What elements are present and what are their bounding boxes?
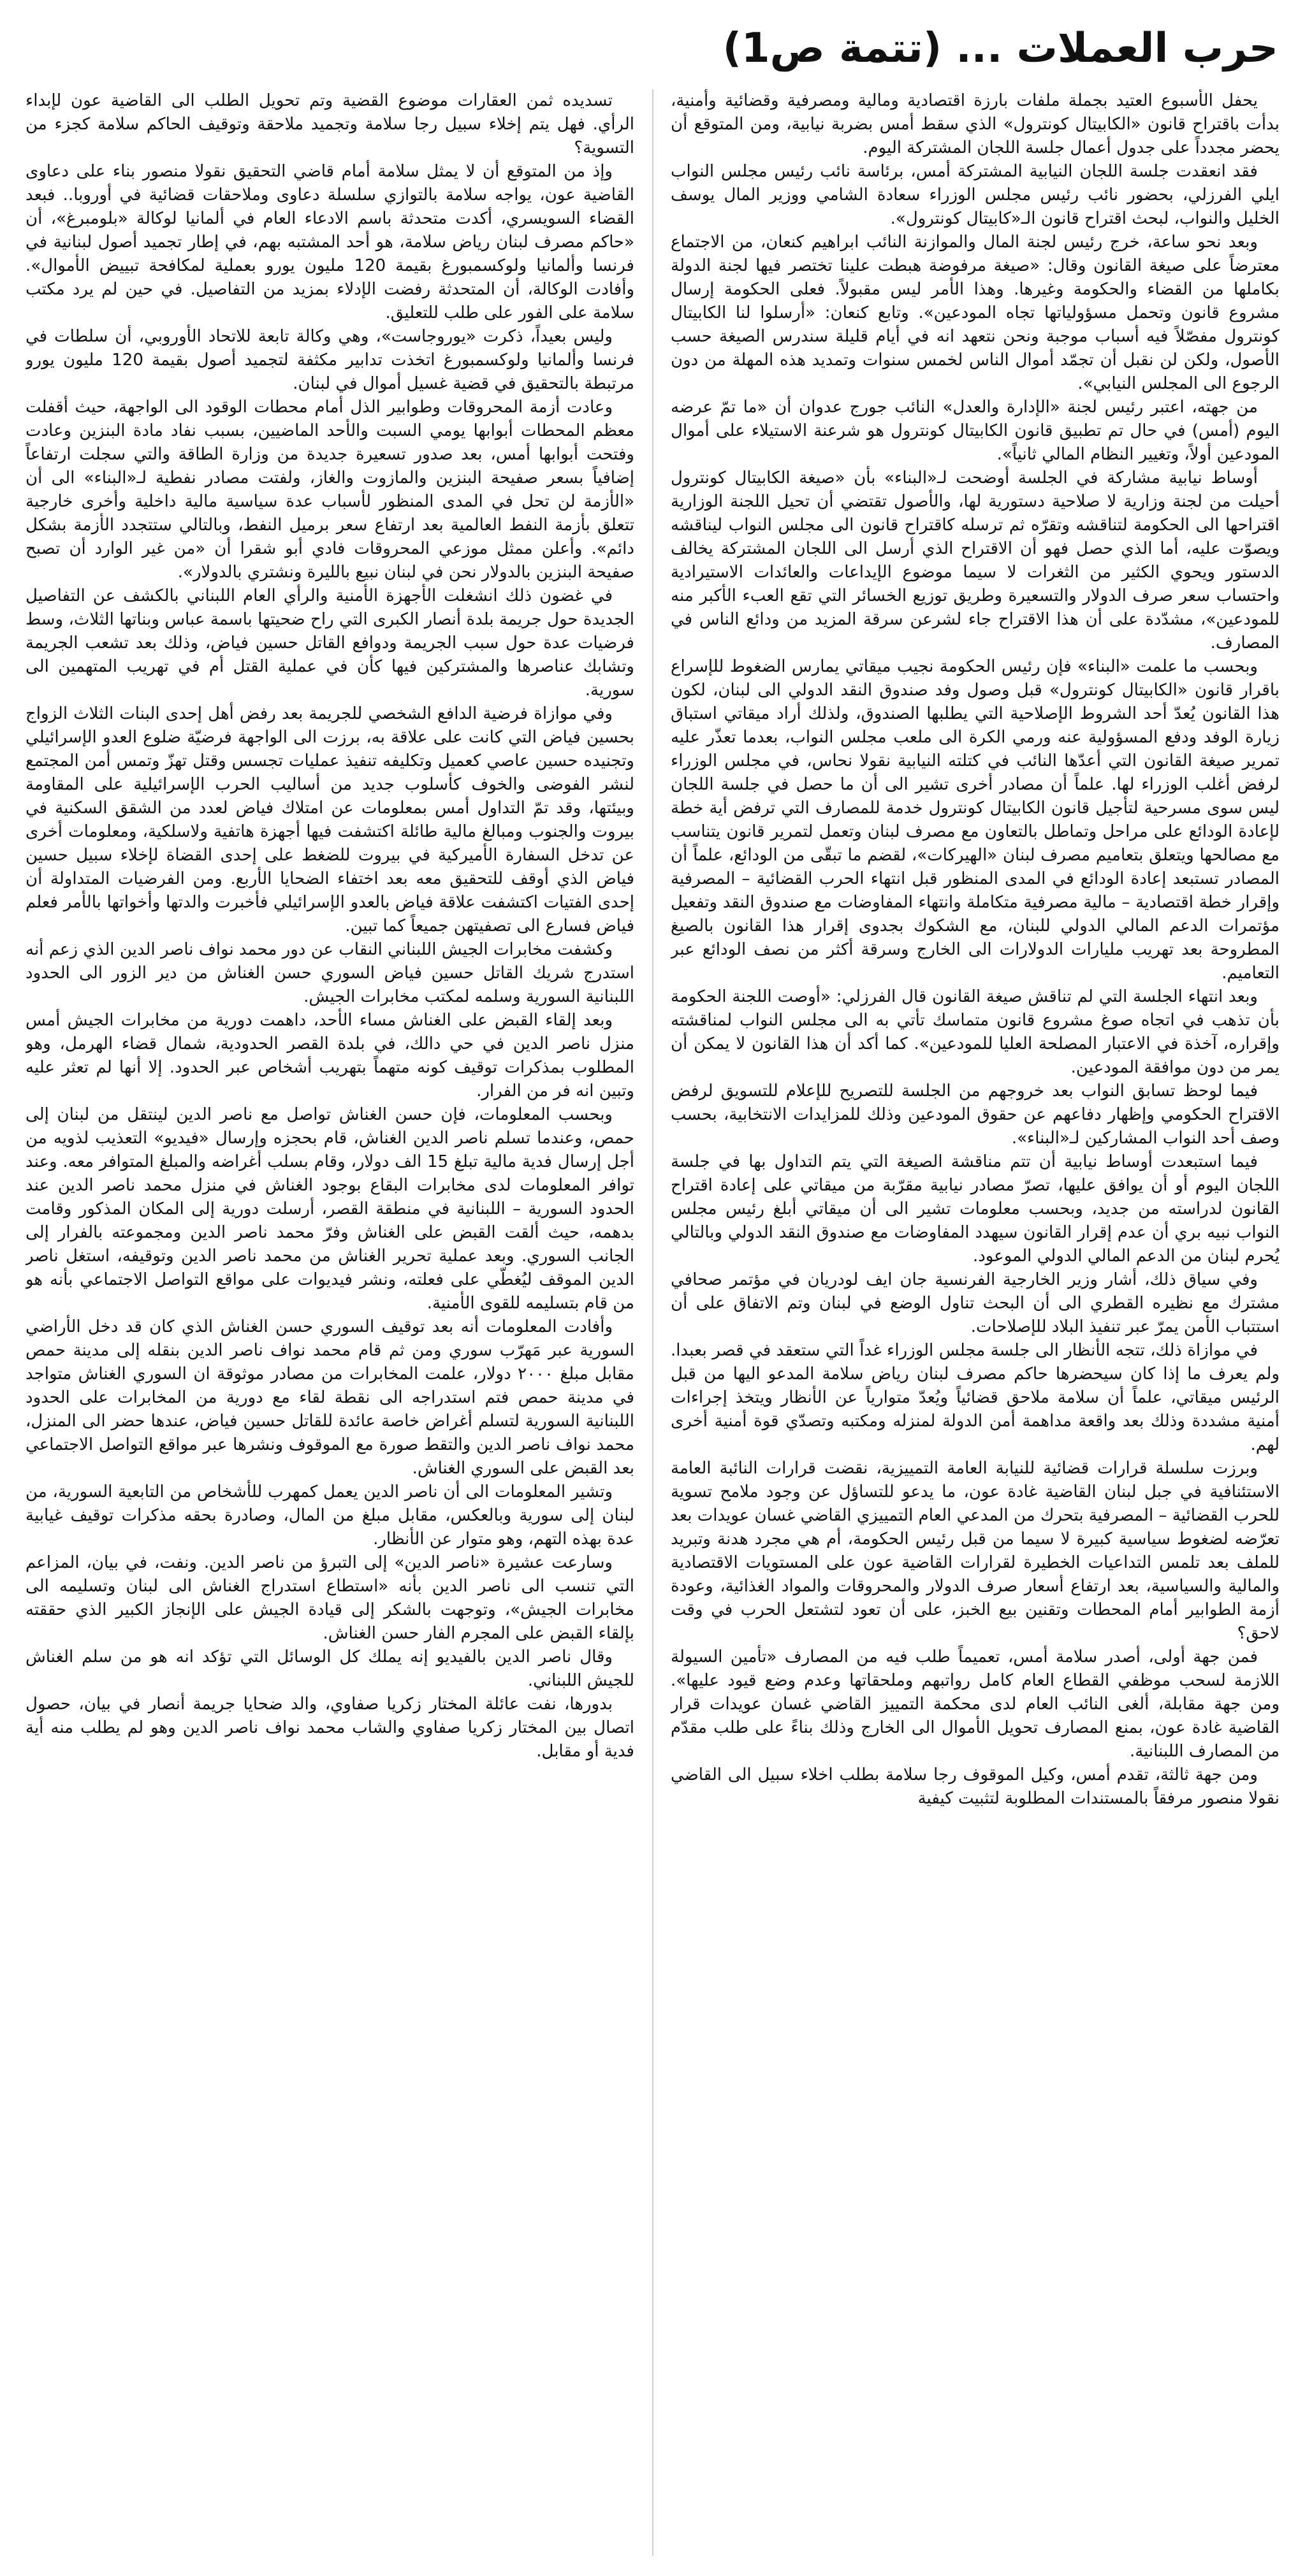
- article-columns: [26, 89, 1279, 2556]
- article-paragraph: وتشير المعلومات الى أن ناصر الدين يعمل كمهرب للأشخاص من التابعية السورية، من لبنان إلى سورية وبالعكس، مقابل مبلغ من المال، وصادرة بحقه مذكرات توقيف غيابية عدة بهذه التهم، وهو متوار عن الأنظار.: [26, 1482, 634, 1549]
- column-right: [671, 89, 1279, 2556]
- article-paragraph: في موازاة ذلك، تتجه الأنظار الى جلسة مجلس الوزراء غداً التي ستعقد في قصر بعبدا. ولم يعرف ما إذا كان سيحضرها حاكم مصرف لبنان رياض سلامة المدعو اليها من قبل الرئيس ميقاتي، علماً أن سلامة ملاحق قضائياً ويُعدّ متوارياً عن الأنظار ويتخذ إجراءات أمنية مشددة وذلك بعد واقعة مداهمة أمن الدولة لمنزله ومكتبه وتصدّي قوة أمنية أخرى لهم.: [671, 1341, 1279, 1454]
- article-paragraph: وبعد انتهاء الجلسة التي لم تناقش صيغة القانون قال الفرزلي: «أوصت اللجنة الحكومة بأن تذهب في اتجاه صوغ مشروع قانون متماسك تأتي به الى مجلس النواب لمناقشته وإقراره، آخذة في الاعتبار المصلحة العليا للمودعين». كما أكد أن هذا القانون لا يمكن أن يمر من دون موافقة المودعين.: [671, 987, 1279, 1077]
- article-paragraph: وأفادت المعلومات أنه بعد توقيف السوري حسن الغناش الذي كان قد دخل الأراضي السورية عبر مَهرّب سوري ومن ثم قام محمد نواف ناصر الدين بنقله إلى مدينة حمص مقابل مبلغ ٢٠٠٠ دولار، علمت المخابرات من مصادر موثوقة ان السوري الغناش متواجد في مدينة حمص فتم استدراجه الى نقطة لقاء مع دورية من المخابرات على الحدود اللبنانية السورية لتسلم أغراض خاصة عائدة للقاتل حسين فياض، عندها حضر الى المنزل، محمد نواف ناصر الدين والتقط صورة مع الموقوف ونشرها عبر مواقع التواصل الاجتماعي بعد القبض على السوري الغناش.: [26, 1317, 634, 1478]
- article-paragraph: وبعد إلقاء القبض على الغناش مساء الأحد، داهمت دورية من مخابرات الجيش أمس منزل ناصر الدين في حي دالك، في بلدة القصر الحدودية، شمال قضاء الهرمل، وهو المطلوب بمذكرات توقيف كونه متهماً بتهريب أشخاص عبر الحدود. إلا أنها لم تعثر عليه وتبين انه فر من الفرار.: [26, 1011, 634, 1101]
- article-paragraph: وبرزت سلسلة قرارات قضائية للنيابة العامة التمييزية، نقضت قرارات النائبة العامة الاستئنافية في جبل لبنان القاضية غادة عون، ما يدعو للتساؤل عن وجود ملامح تسوية للحرب القضائية – المصرفية بتحرك من المدعي العام التمييزي القاضي غسان عويدات بعد تعرّضه لضغوط سياسية كبيرة لا سيما من قبل رئيس الحكومة، أم هي مجرد هدنة وتبريد للملف بعد تلمس التداعيات الخطيرة لقرارات القاضية عون على المستويات الاقتصادية والمالية والسياسية، بعد ارتفاع أسعار صرف الدولار والمحروقات والمواد الغذائية، وعودة أزمة الطوابير أمام المحطات وتقنين بيع الخبز، على أن تعود لتشتعل الحرب في وقت لاحق؟: [671, 1459, 1279, 1643]
- article-paragraph: وبعد نحو ساعة، خرج رئيس لجنة المال والموازنة النائب ابراهيم كنعان، من الاجتماع معترضاً على صيغة القانون وقال: «صيغة مرفوضة هبطت علينا تختصر فيها لجنة الدولة بكاملها من القضاء والحكومة وغيرها. وهذا الأمر ليس مقبولاً. فعلى الحكومة إرسال مشروع قانون وتحمل مسؤولياتها تجاه المودعين». وتابع كنعان: «أرسلوا لنا الكابيتال كونترول مفصّلاً فيه أسباب موجبة ونحن نتعهد انه في أيام قليلة سندرس الصيغة حسب الأصول، ولكن لن نقبل أن تجمّد أموال الناس لخمس سنوات وتمديد هذه المهلة من دون الرجوع الى المجلس النيابي».: [671, 233, 1279, 393]
- article-paragraph: تسديده ثمن العقارات موضوع القضية وتم تحويل الطلب الى القاضية عون لإبداء الرأي. فهل يتم إخلاء سبيل رجا سلامة وتجميد ملاحقة وتوقيف الحاكم سلامة كجزء من التسوية؟: [26, 91, 634, 157]
- article-paragraph: وليس بعيداً، ذكرت «يوروجاست»، وهي وكالة تابعة للاتحاد الأوروبي، أن سلطات في فرنسا وألمانيا ولوكسمبورغ اتخذت تدابير مكثفة لتجميد أصول بقيمة 120 مليون يورو مرتبطة بالتحقيق في قضية غسيل أموال في لبنان.: [26, 327, 634, 393]
- article-paragraph: وكشفت مخابرات الجيش اللبناني النقاب عن دور محمد نواف ناصر الدين الذي زعم أنه استدرج شريك القاتل حسين فياض السوري حسن الغناش من دير الزور الى الحدود اللبنانية السورية وسلمه لمكتب مخابرات الجيش.: [26, 940, 634, 1006]
- article-paragraph: وعادت أزمة المحروقات وطوابير الذل أمام محطات الوقود الى الواجهة، حيث أقفلت معظم المحطات أبوابها يومي السبت والأحد الماضيين، بسبب نفاد مادة البنزين وعادت وفتحت أبوابها أمس، بعد صدور تسعيرة جديدة من وزارة الطاقة والتي سجلت ارتفاعاً إضافياً بسعر صفيحة البنزين والمازوت والغاز، ولفتت مصادر نفطية لـ«البناء» الى أن «الأزمة لن تحل في المدى المنظور لأسباب عدة سياسية مالية داخلية وأخرى خارجية تتعلق بأزمة النفط العالمية بعد ارتفاع سعر برميل النفط، وبالتالي ستتجدد الأزمة بشكل دائم». وأعلن ممثل موزعي المحروقات فادي أبو شقرا أن «من غير الوارد أن تصبح صفيحة البنزين بالدولار نحن في لبنان نبيع بالليرة ونشتري بالدولار».: [26, 398, 634, 582]
- article-paragraph: وفي سياق ذلك، أشار وزير الخارجية الفرنسية جان ايف لودريان في مؤتمر صحافي مشترك مع نظيره القطري الى أن البحث تناول الوضع في لبنان وتم الاتفاق على أن استتباب الأمن يمرّ عبر تنفيذ البلاد للإصلاحات.: [671, 1270, 1279, 1336]
- article-headline: حرب العملات ... (تتمة ص1): [722, 25, 1278, 72]
- article-paragraph: بدورها، نفت عائلة المختار زكريا صفاوي، والد ضحايا جريمة أنصار في بيان، حصول اتصال بين المختار زكريا صفاوي والشاب محمد نواف ناصر الدين وهو لم يطلب منه أية فدية أو مقابل.: [26, 1695, 634, 1761]
- article-paragraph: فيما استبعدت أوساط نيابية أن تتم مناقشة الصيغة التي يتم التداول بها في جلسة اللجان اليوم أو أن يوافق عليها، تصرّ مصادر نيابية مقرّبة من ميقاتي على إعادة اقتراح القانون لدراسته من جديد، وبحسب معلومات تشير الى أن ميقاتي أبلغ رئيس مجلس النواب نبيه بري أن عدم إقرار القانون سيهدد المفاوضات مع صندوق النقد الدولي وبالتالي يُحرم لبنان من الدعم المالي الدولي الموعود.: [671, 1152, 1279, 1266]
- article-paragraph: فمن جهة أولى، أصدر سلامة أمس، تعميماً طلب فيه من المصارف «تأمين السيولة اللازمة لسحب موظفي القطاع العام كامل رواتبهم وملحقاتها وعدم وضع قيود عليها». ومن جهة مقابلة، ألغى النائب العام لدى محكمة التمييز القاضي غسان عويدات قرار القاضية غادة عون، بمنع المصارف تحويل الأموال الى الخارج وذلك بناءً على طلب مقدّم من المصارف اللبنانية.: [671, 1647, 1279, 1761]
- column-divider: [652, 89, 653, 2556]
- article-paragraph: وقال ناصر الدين بالفيديو إنه يملك كل الوسائل التي تؤكد انه هو من سلم الغناش للجيش اللبناني.: [26, 1647, 634, 1690]
- article-paragraph: فيما لوحظ تسابق النواب بعد خروجهم من الجلسة للتصريح للإعلام للتسويق لرفض الاقتراح الحكومي وإظهار دفاعهم عن حقوق المودعين وذلك للمزايدات الانتخابية، بحسب وصف أحد النواب المشاركين لـ«البناء».: [671, 1082, 1279, 1148]
- article-paragraph: في غضون ذلك انشغلت الأجهزة الأمنية والرأي العام اللبناني بالكشف عن التفاصيل الجديدة حول جريمة بلدة أنصار الكبرى التي راح ضحيتها باسمة عباس وبناتها الثلاث، وسط فرضيات عدة حول سبب الجريمة ودوافع القاتل حسين فياض، وذلك بعد تشعب الجريمة وتشابك عناصرها والمشتركين فيها كأن في عملية القتل أم في تهريب المتهمين الى سورية.: [26, 586, 634, 700]
- article-paragraph: من جهته، اعتبر رئيس لجنة «الإدارة والعدل» النائب جورج عدوان أن «ما تمّ عرضه اليوم (أمس) في حال تم تطبيق قانون الكابيتال كونترول هو شرعنة الاستيلاء على أموال المودعين أولاً، وتغيير النظام المالي ثانياً».: [671, 398, 1279, 464]
- article-paragraph: وبحسب ما علمت «البناء» فإن رئيس الحكومة نجيب ميقاتي يمارس الضغوط للإسراع باقرار قانون «الكابيتال كونترول» قبل وصول وفد صندوق النقد الدولي الى لبنان، لكون هذا القانون يُعدّ أحد الشروط الإصلاحية التي يطلبها الصندوق، ولذلك أراد ميقاتي استباق زيارة الوفد ودفع المسؤولية عنه ورمي الكرة الى ملعب مجلس النواب، بعدما تعذّر عليه تمرير صيغة القانون التي أعدّها النائب في كتلته النيابية نقولا نحاس، في مجلس الوزراء لرفض أغلب الوزراء لها. علماً أن مصادر أخرى تشير الى أن ما حصل في جلسة اللجان ليس سوى مسرحية لتأجيل قانون الكابيتال كونترول خدمة للمصارف التي ترفض أية خطة لإعادة الودائع على مراحل وتماطل بالتعاون مع مصرف لبنان وتعمل لتمرير قانون يتناسب مع مصالحها ويتعلق بتعاميم مصرف لبنان «الهيركات»، لقضم ما تبقّى من الودائع، علماً أن المصادر تستبعد إعادة الودائع في المدى المنظور قبل انتهاء الحرب القضائية – المصرفية وإقرار خطة اقتصادية – مالية مصرفية متكاملة وانتهاء المفاوضات مع صندوق النقد وتفعيل مؤتمرات الدعم المالي الدولي للبنان، مع الشكوك بجدوى إقرار هذا القانون بالصيغ المطروحة بعد تهريب مليارات الدولارات الى الخارج وسرقة أكثر من نصف الودائع عبر التعاميم.: [671, 657, 1279, 983]
- article-paragraph: وسارعت عشيرة «ناصر الدين» إلى التبرؤ من ناصر الدين. ونفت، في بيان، المزاعم التي تنسب الى ناصر الدين بأنه «استطاع استدراج الغناش الى لبنان وتسليمه الى مخابرات الجيش»، وتوجهت بالشكر إلى قيادة الجيش على الإنجاز الكبير الذي حققته بإلقاء القبض على المجرم الفار حسن الغناش.: [26, 1553, 634, 1643]
- article-paragraph: وبحسب المعلومات، فإن حسن الغناش تواصل مع ناصر الدين لينتقل من لبنان إلى حمص، وعندما تسلم ناصر الدين الغناش، قام بحجزه وإرسال «فيديو» التعذيب لذويه من أجل إرسال فدية مالية تبلغ 15 الف دولار، وقام بسلب أغراضه والمبلغ المتوافر معه. وعند توافر المعلومات لدى مخابرات البقاع بوجود الغناش في منزل محمد ناصر الدين عند الحدود السورية – اللبنانية في منطقة القصر، أرسلت دورية إلى المكان المذكور وقامت بدهمه، حيث ألقت القبض على الغناش وفرّ محمد ناصر الدين ومجموعته بالفرار إلى الجانب السوري. وبعد عملية تحرير الغناش من محمد ناصر الدين وتوقيفه، استغل ناصر الدين الموقف ليُغطّي على فعلته، ونشر فيديوات على مواقع التواصل الاجتماعي بأنه هو من قام بتسليمه للقوى الأمنية.: [26, 1105, 634, 1313]
- article-paragraph: وإذ من المتوقع أن لا يمثل سلامة أمام قاضي التحقيق نقولا منصور بناء على دعاوى القاضية عون، يواجه سلامة بالتوازي سلسلة دعاوى وملاحقات قضائية في أوروبا.. فبعد القضاء السويسري، أكدت متحدثة باسم الادعاء العام في ألمانيا لوكالة «بلومبرغ»، أن «حاكم مصرف لبنان رياض سلامة، هو أحد المشتبه بهم، في إطار تجميد أصول لبنانية في فرنسا وألمانيا ولوكسمبورغ بقيمة 120 مليون يورو بعملية لمكافحة تبييض الأموال». وأفادت الوكالة، أن المتحدثة رفضت الإدلاء بمزيد من التفاصيل. في حين لم يرد مكتب سلامة على الفور على طلب للتعليق.: [26, 162, 634, 322]
- article-paragraph: وفي موازاة فرضية الدافع الشخصي للجريمة بعد رفض أهل إحدى البنات الثلاث الزواج بحسين فياض التي كانت على علاقة به، برزت الى الواجهة فرضيّة ضلوع العدو الإسرائيلي وتجنيده حسين عاصي كعميل وتكليفه تنفيذ عمليات تجسس وقتل تهزّ وتمس أمن المجتمع لنشر الفوضى والخوف كأسلوب جديد من أساليب الحرب الإسرائيلية على المقاومة وبيئتها، وقد تمّ التداول أمس بمعلومات عن امتلاك فياض لعدد من الشقق السكنية في بيروت والجنوب ومبالغ مالية طائلة اكتشفت فيها أجهزة هاتفية ولاسلكية، ومعلومات أخرى عن تدخل السفارة الأميركية في بيروت للضغط على إحدى القضاة لإخلاء سبيل حسين فياض الذي أوقف للتحقيق معه بعد اختفاء الضحايا الأربع. ومن الفرضيات المتداولة أن إحدى الفتيات اكتشفت علاقة فياض بالعدو الإسرائيلي فأخبرت والدتها وأخواتها بالأمر فعلم فياض فسارع الى تصفيتهن جميعاً كما تبين.: [26, 704, 634, 936]
- column-left: [26, 89, 634, 2556]
- article-paragraph: ومن جهة ثالثة، تقدم أمس، وكيل الموقوف رجا سلامة بطلب اخلاء سبيل الى القاضي نقولا منصور مرفقاً بالمستندات المطلوبة لتثبيت كيفية: [671, 1765, 1279, 1808]
- article-paragraph: فقد انعقدت جلسة اللجان النيابية المشتركة أمس، برئاسة نائب رئيس مجلس النواب ايلي الفرزلي، بحضور نائب رئيس مجلس الوزراء سعادة الشامي ووزير المال يوسف الخليل والنواب، لبحث اقتراح قانون الـ«كابيتال كونترول».: [671, 162, 1279, 228]
- article-paragraph: يحفل الأسبوع العتيد بجملة ملفات بارزة اقتصادية ومالية ومصرفية وقضائية وأمنية، بدأت باقتراح قانون «الكابيتال كونترول» الذي سقط أمس بضربة نيابية، ومن المتوقع أن يحضر مجدداً على جدول أعمال جلسة اللجان المشتركة اليوم.: [671, 91, 1279, 157]
- article-paragraph: أوساط نيابية مشاركة في الجلسة أوضحت لـ«البناء» بأن «صيغة الكابيتال كونترول أحيلت من لجنة وزارية لا صلاحية دستورية لها، والأصول تقتضي أن تحيل اللجنة الوزارية اقتراحها الى الحكومة لتناقشه وتقرّه ثم ترسله كاقتراح قانون الى مجلس النواب ليناقشه ويصوّت عليه، أما الذي حصل فهو أن الاقتراح الذي أرسل الى اللجان المشتركة يخالف الدستور ويحوي الكثير من الثغرات لا سيما موضوع الإيداعات والعائدات الاستيرادية واحتساب سعر صرف الدولار والتسعيرة وطريق توزيع الخسائر التي تقع العبء الأكبر منه للمودعين»، مشدّدة على أن هذا الاقتراح جاء لشرعن سرقة المزيد من ودائع الناس في المصارف.: [671, 468, 1279, 653]
